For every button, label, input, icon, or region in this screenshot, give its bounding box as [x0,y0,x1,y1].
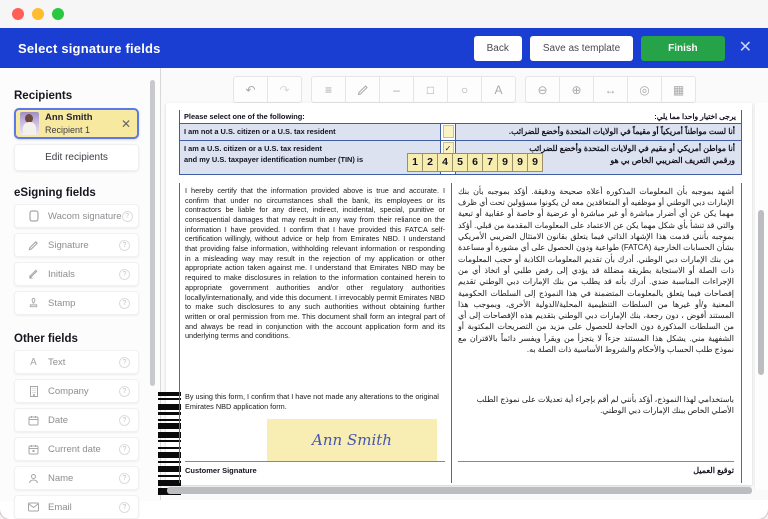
text-tool-icon[interactable]: A [481,76,516,103]
maximize-traffic-light[interactable] [52,8,64,20]
remove-recipient-icon[interactable]: ✕ [120,116,131,131]
app-header [0,28,768,68]
tin-digit[interactable]: 4 [437,153,453,172]
rectangle-tool-icon[interactable]: □ [413,76,448,103]
recipients-heading: Recipients [14,90,73,102]
envelope-icon [27,502,40,512]
titlebar [0,0,768,28]
finish-button[interactable]: Finish [641,36,724,61]
sidebar-item-text[interactable]: A Text ? [14,350,139,374]
signature-value: Ann Smith [312,430,392,449]
other-fields-heading: Other fields [14,333,78,345]
help-icon[interactable]: ? [119,444,130,455]
sidebar-item-name[interactable]: Name ? [14,466,139,490]
horizontal-scrollbar[interactable] [167,487,752,494]
tax-residency-table [179,110,742,175]
sidebar-item-stamp[interactable]: Stamp ? [14,291,139,315]
help-icon[interactable]: ? [119,502,130,513]
option-row-us-citizen [180,140,741,175]
focus-icon[interactable]: ◎ [627,76,662,103]
building-icon [27,386,40,397]
option-row-not-us [180,123,741,140]
sidebar [0,68,161,513]
draw-pencil-icon[interactable] [345,76,380,103]
redo-icon[interactable]: ↷ [267,76,302,103]
tin-digit[interactable]: 9 [512,153,528,172]
back-button[interactable]: Back [474,36,522,61]
signature-field[interactable] [267,419,437,461]
option2-text-ar-line2: ورقمي التعريف الضريبي الخاص بي هو [610,155,735,165]
option1-checkbox[interactable] [443,125,454,138]
tin-digit[interactable]: 9 [497,153,513,172]
confirm-text-en: By using this form, I confirm that I have not made any alterations to the original Emirates NBD application form. [185,392,439,412]
option2-checkbox[interactable]: ✓ [443,142,454,155]
tin-digit[interactable]: 9 [527,153,543,172]
sidebar-item-signature[interactable]: Signature ? [14,233,139,257]
help-icon[interactable]: ? [122,211,133,222]
barcode [158,392,181,495]
text-a-icon: A [30,356,37,368]
document-viewer [161,68,768,500]
wacom-tablet-icon [27,210,40,222]
line-tool-icon[interactable]: – [379,76,414,103]
tin-digit[interactable]: 7 [482,153,498,172]
help-icon[interactable]: ? [119,415,130,426]
esigning-fields-heading: eSigning fields [14,187,96,199]
help-icon[interactable]: ? [119,357,130,368]
tin-digit[interactable]: 5 [452,153,468,172]
page-title: Select signature fields [18,40,161,56]
select-prompt-ar: يرجى اختيار واحدا مما يلي: [654,112,736,121]
close-traffic-light[interactable] [12,8,24,20]
help-icon[interactable]: ? [119,298,130,309]
calendar-today-icon [27,444,40,455]
tin-digit[interactable]: 2 [422,153,438,172]
option2-text-en-line1: I am a U.S. citizen or a U.S. tax resident [184,143,323,153]
confirm-text-ar: باستخدامي لهذا النموذج، أؤكد بأنني لم أقم بإجراء أية تعديلات على نموذج الطلب الأصلي الخاص ببنك الإمارات دبي الوطني. [476,394,734,416]
tin-field[interactable] [408,153,543,172]
option1-text-ar: أنا لست مواطناً أمريكياً أو مقيماً في الولايات المتحدة وأخضع للضرائب. [508,127,735,136]
certification-column-ar [452,183,742,483]
grid-icon[interactable]: ▦ [661,76,696,103]
help-icon[interactable]: ? [119,269,130,280]
sidebar-item-email[interactable]: Email ? [14,495,139,519]
option2-text-ar-line1: أنا مواطن أمريكي أو مقيم في الولايات المتحدة وأخضع للضرائب [529,143,735,153]
undo-icon[interactable]: ↶ [233,76,268,103]
recipient-name: Ann Smith [45,112,93,124]
option2-text-en-line2: and my U.S. taxpayer identification number (TIN) is [184,155,364,165]
certification-text-ar: أشهد بموجبه بأن المعلومات المذكوره أعلاه صحيحة ودقيقة. أؤكد بموجبه بأن بنك الإمارات دبي الوطني أو موظفيه أو المتعاقدين معه لن يكونوا مسؤولين تحت أي ظرف مهما يكن عن أي أضرار مباشرة أو غير مباشرة أو عرضية أو خاصة أو عقابية أو تبعية والتي قد تنشأ بأي شكل مهما يكن عن الاعتماد على المعلومات المقدمة من قبلي. أؤكد بموجبه بأنني قدمت هذا الإشهاد الذاتي فيما يتعلق بقانون الامتثال الضريبي الأمريكي بشأن الحسابات الخارجية (FATCA) طواعية ودون الحصول على أي مشورة أو مساعدة من بنك الإمارات دبي الوطني. أدرك بأن تقديم المعلومات الكاذبة أو حجب المعلومات ذات الصلة أو الاستجابة بطريقة مضللة قد يؤدي إلى رفض طلبي أو اتخاذ أي من الإجراءات المناسبة ضدي. أدرك بأنه قد يطلب من بنك الإمارات دبي الوطني تقديم إفصاحات فيما يتعلق بالمعلومات المتضمنة في هذا النموذج إلى السلطات الحكومية المعنية و/أو غيرها من السلطات التنظيمية المحلية/الدولية الأخرى، وبموجب هذا المستند أفوض ، دون رجعة، بنك الإمارات دبي الوطني بتقديم هذه الإفصاحات إلى أي من السلطات المذكورة دون الحاجة للحصول على مزيد من التصريحات المكتوبة أو الشفهية مني. يشكل هذا المستند جزءاً لا يتجزأ من ويقرأ ويفسر دائماً بالاقتران مع نموذج طلب الحساب والأحكام والشروط الأساسية ذات الصلة به. [458,186,735,355]
document-page [166,103,752,485]
save-as-template-button[interactable]: Save as template [530,36,633,61]
pen-icon [27,240,40,251]
select-prompt-en: Please select one of the following: [184,112,305,121]
sidebar-scrollbar[interactable] [150,80,155,386]
stamp-icon [27,298,40,309]
fields-list-icon[interactable]: ≡ [311,76,346,103]
recipient-role: Recipient 1 [45,124,91,135]
tin-digit[interactable]: 6 [467,153,483,172]
certification-text-en: I hereby certify that the information provided above is true and accurate. I confirm that under no circumstances shall the bank, its employees or its contractors be liable for any direct, indirect, incidental, special, punitive or consequential damages that may result in any way from their reliance on the information I have provided. I confirm that I have provided this FATCA self-certification willingly, without advice or help from Emirates NBD. I understand that providing false information, withholding relevant information or responding in a misleading way may result in the rejection of my application or other appropriate action taken against me. I understand that Emirates NBD may be required to make disclosures in relation to the information contained herein to appropriate government authorities and/or other regulatory authorities locally/internationally, and vide this document. I irrevocably permit Emirates NBD to make such disclosures to any such authorities without obtaining further written or oral permission from me. This document shall form an integral part of and always be read in conjunction with the account application form and its underlying terms and conditions. [185,185,445,341]
person-icon [27,473,40,484]
document-toolbar [161,76,768,103]
sidebar-item-current-date[interactable]: Current date ? [14,437,139,461]
certification-column-en [179,183,452,483]
calendar-icon [27,415,40,426]
customer-signature-label-en: Customer Signature [185,465,257,475]
sidebar-item-wacom-signature[interactable]: Wacom signature ? [14,204,139,228]
recipient-avatar [20,112,39,135]
sidebar-item-company[interactable]: Company ? [14,379,139,403]
minimize-traffic-light[interactable] [32,8,44,20]
recipient-card[interactable] [14,108,139,139]
help-icon[interactable]: ? [119,240,130,251]
help-icon[interactable]: ? [119,473,130,484]
close-icon[interactable]: ✕ [738,39,752,56]
fit-width-icon[interactable]: ↔ [593,76,628,103]
sidebar-item-date[interactable]: Date ? [14,408,139,432]
help-icon[interactable]: ? [119,386,130,397]
customer-signature-label-ar: توقيع العميل [693,465,734,475]
edit-recipients-button[interactable]: Edit recipients [14,144,139,171]
tin-digit[interactable]: 1 [407,153,423,172]
zoom-out-icon[interactable]: ⊖ [525,76,560,103]
ellipse-tool-icon[interactable]: ○ [447,76,482,103]
initials-pen-icon [27,269,40,280]
sidebar-item-initials[interactable]: Initials ? [14,262,139,286]
option1-text-en: I am not a U.S. citizen or a U.S. tax resident [184,127,336,136]
vertical-scrollbar[interactable] [758,210,764,375]
zoom-in-icon[interactable]: ⊕ [559,76,594,103]
